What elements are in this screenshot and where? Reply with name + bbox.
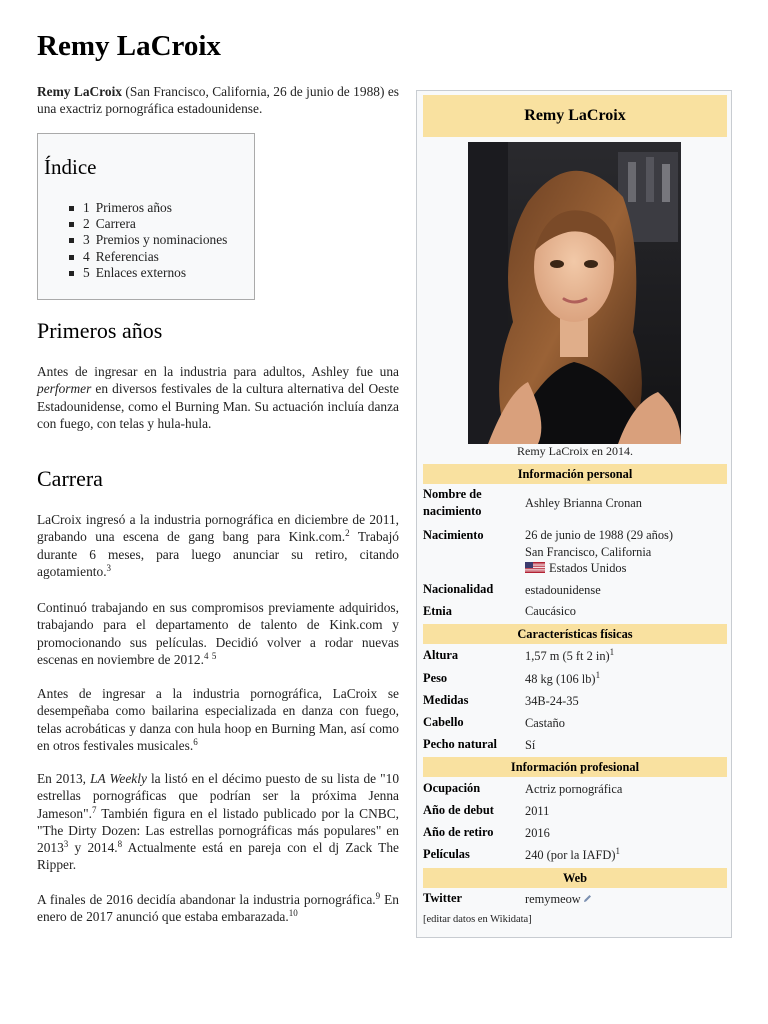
toc-item-enlaces[interactable] bbox=[66, 265, 227, 281]
infobox bbox=[416, 90, 732, 938]
reference-link[interactable]: 3 bbox=[106, 562, 112, 573]
toc-item-label: Premios y nominaciones bbox=[95, 232, 228, 248]
paragraph-carrera-2 bbox=[37, 599, 399, 668]
infobox-label-twitter: Twitter bbox=[423, 891, 462, 905]
infobox-label-debut: Año de debut bbox=[423, 803, 494, 817]
infobox-header-professional: Información profesional bbox=[423, 757, 727, 777]
reference-link[interactable]: 3 bbox=[63, 839, 69, 850]
infobox-value-occupation: Actriz pornográfica bbox=[525, 782, 623, 796]
reference-link[interactable]: 1 bbox=[609, 647, 615, 657]
text: LaCroix ingresó a la industria pornográfica en diciembre de 2011, grabando una escena de gang bang para Kink.com. bbox=[37, 512, 399, 545]
paragraph-carrera-1 bbox=[37, 511, 399, 580]
section-heading-primeros-anos: Primeros años bbox=[37, 318, 163, 343]
intro-bold-name: Remy LaCroix bbox=[37, 84, 122, 99]
toc-item-label: Carrera bbox=[95, 216, 136, 232]
toc-title: Índice bbox=[44, 155, 97, 179]
infobox-label-occupation: Ocupación bbox=[423, 781, 481, 795]
toc-item-number: 4 bbox=[83, 248, 90, 264]
infobox-header-physical: Características físicas bbox=[423, 624, 727, 644]
twitter-handle-link[interactable]: remymeow bbox=[525, 892, 581, 906]
reference-link[interactable]: 6 bbox=[193, 736, 198, 747]
section-primeros-anos bbox=[37, 318, 399, 344]
text: y 2014. bbox=[68, 840, 118, 856]
toc-list bbox=[66, 200, 227, 281]
infobox-label-nationality: Nacionalidad bbox=[423, 582, 494, 596]
toc-item-referencias[interactable] bbox=[66, 249, 227, 265]
paragraph-primeros-anos bbox=[37, 363, 399, 432]
infobox-value-birth bbox=[525, 527, 730, 578]
toc-item-carrera[interactable] bbox=[66, 216, 227, 232]
reference-link[interactable]: 1 bbox=[595, 670, 601, 680]
infobox-value-natural: Sí bbox=[525, 738, 536, 752]
films-text: 240 (por la IAFD) bbox=[525, 848, 616, 862]
infobox-value-birth-name: Ashley Brianna Cronan bbox=[525, 496, 642, 510]
reference-link[interactable]: 8 bbox=[117, 839, 123, 850]
toc-item-number: 3 bbox=[83, 232, 90, 248]
reference-link[interactable]: 1 bbox=[615, 846, 621, 856]
infobox-label-measures: Medidas bbox=[423, 693, 469, 707]
height-text: 1,57 m (5 ft 2 in) bbox=[525, 649, 610, 663]
toc-item-label: Referencias bbox=[95, 248, 159, 264]
section-heading-carrera: Carrera bbox=[37, 466, 103, 491]
toc-item-number: 2 bbox=[83, 216, 90, 232]
toc-item-primeros-anos[interactable] bbox=[66, 200, 227, 216]
paragraph-carrera-4 bbox=[37, 770, 399, 874]
birth-date: 26 de junio de 1988 (29 años) bbox=[525, 528, 673, 542]
infobox-caption: Remy LaCroix en 2014. bbox=[517, 444, 633, 458]
reference-link[interactable]: 4 bbox=[203, 650, 209, 661]
text: A finales de 2016 decidía abandonar la industria pornográfica. bbox=[37, 892, 376, 907]
text: También figura en el listado publicado por la CNBC, "The Dirty Dozen: Las estrellas pornográficas más populares" en 2013 bbox=[37, 805, 399, 856]
infobox-label-weight: Peso bbox=[423, 671, 448, 685]
reference-link[interactable]: 2 bbox=[345, 528, 350, 539]
infobox-label-natural: Pecho natural bbox=[423, 737, 497, 751]
infobox-value-nationality: estadounidense bbox=[525, 583, 601, 597]
text: Actualmente está en pareja con el dj Zack The Ripper. bbox=[37, 840, 399, 873]
infobox-value-retire: 2016 bbox=[525, 826, 550, 840]
toc-item-label: Primeros años bbox=[95, 200, 172, 215]
infobox-value-twitter bbox=[525, 891, 730, 908]
table-of-contents bbox=[37, 133, 255, 300]
reference-link[interactable]: 5 bbox=[211, 650, 217, 661]
page-title: Remy LaCroix bbox=[37, 30, 221, 62]
weight-text: 48 kg (106 lb) bbox=[525, 672, 596, 686]
intro-paragraph bbox=[37, 83, 399, 118]
infobox-label-films: Películas bbox=[423, 847, 470, 861]
text: En 2013, bbox=[37, 771, 91, 786]
reference-link[interactable]: 7 bbox=[91, 804, 97, 815]
paragraph-carrera-3 bbox=[37, 685, 399, 754]
infobox-header-personal: Información personal bbox=[423, 464, 727, 484]
text: Continuó trabajando en sus compromisos previamente adquiridos, trabajando para el departamento de talento de Kink.com y promocionando sus películas. Decidió volver a rodar nuevas escenas en noviembre de 2012. bbox=[37, 600, 399, 667]
infobox-label-retire: Año de retiro bbox=[423, 825, 494, 839]
infobox-value-measures: 34B-24-35 bbox=[525, 694, 579, 708]
infobox-label-height: Altura bbox=[423, 648, 459, 662]
reference-link[interactable]: 10 bbox=[288, 908, 298, 919]
infobox-label-birth-name: Nombre de nacimiento bbox=[423, 487, 482, 518]
infobox-label-birth: Nacimiento bbox=[423, 528, 484, 542]
infobox-value-weight bbox=[525, 671, 730, 688]
infobox-value-debut: 2011 bbox=[525, 804, 550, 818]
infobox-footer-wikidata-link[interactable]: [editar datos en Wikidata] bbox=[423, 914, 532, 925]
text: En enero de 2017 anunció que estaba embarazada. bbox=[37, 892, 400, 925]
reference-link[interactable]: 9 bbox=[375, 891, 381, 901]
toc-item-premios[interactable] bbox=[66, 232, 227, 248]
text-italic: performer bbox=[37, 381, 92, 397]
section-carrera bbox=[37, 466, 399, 492]
infobox-value-films bbox=[525, 847, 730, 864]
toc-item-number: 5 bbox=[83, 264, 90, 280]
us-flag-icon bbox=[525, 561, 545, 578]
paragraph-carrera-5 bbox=[37, 891, 399, 926]
infobox-value-ethnicity: Caucásico bbox=[525, 604, 576, 618]
birth-country bbox=[525, 560, 730, 578]
infobox-value-hair: Castaño bbox=[525, 716, 565, 730]
birth-place-link[interactable]: San Francisco, California bbox=[525, 544, 652, 559]
toc-item-number: 1 bbox=[83, 200, 90, 215]
edit-pencil-icon[interactable] bbox=[583, 891, 592, 908]
text-italic: LA Weekly bbox=[90, 771, 147, 786]
birth-country-link[interactable]: Estados Unidos bbox=[549, 561, 627, 575]
toc-item-label: Enlaces externos bbox=[95, 264, 187, 280]
intro-text: (San Francisco, California, 26 de junio de 1988) es una exactriz pornográfica estadounidense. bbox=[37, 84, 399, 117]
text: Trabajó durante 6 meses, para luego anunciar su retiro, citando agotamiento. bbox=[37, 529, 399, 579]
text: la listó en el décimo puesto de su lista de "10 estrellas pornográficas que podrían ser la próxima Jenna Jameson". bbox=[37, 771, 400, 821]
text: en diversos festivales de la cultura alternativa del Oeste Estadounidense, como el Burning Man. Su actuación incluía danza con fuego, con telas y hula-hula. bbox=[37, 381, 399, 431]
text: Antes de ingresar a la industria pornográfica, LaCroix se desempeñaba como bailarina especializada en danza con fuego, telas acrobáticas y danza con hula hoop en Burning Man, así como en otros festivales musicales. bbox=[37, 686, 399, 753]
infobox-header-web: Web bbox=[423, 868, 727, 888]
infobox-label-hair: Cabello bbox=[423, 715, 464, 729]
text: Antes de ingresar en la industria para adultos, Ashley fue una bbox=[37, 364, 399, 379]
infobox-title: Remy LaCroix bbox=[423, 95, 727, 137]
infobox-photo[interactable] bbox=[468, 142, 681, 444]
portrait-image bbox=[468, 142, 681, 444]
infobox-value-height bbox=[525, 648, 730, 665]
infobox-label-ethnicity: Etnia bbox=[423, 604, 452, 618]
